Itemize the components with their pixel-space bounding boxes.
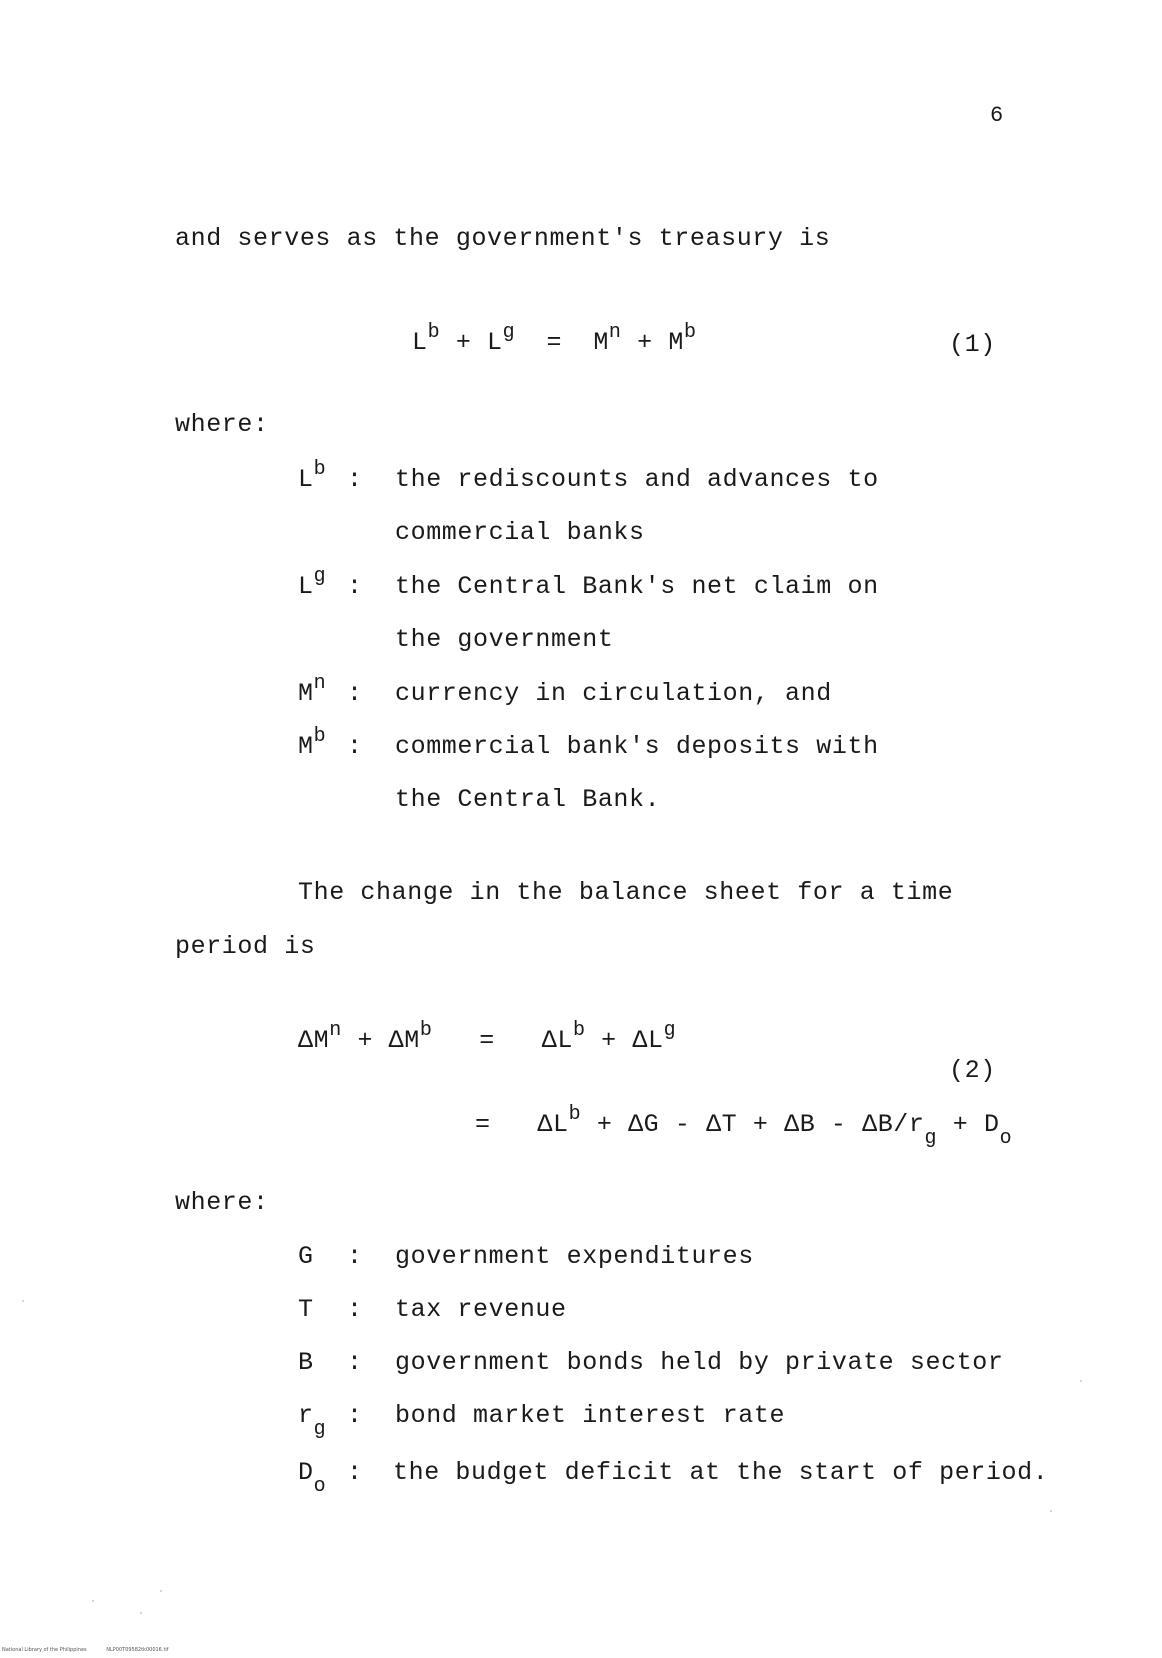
def-text-Mb-line1: commercial bank's deposits with (395, 732, 879, 761)
scan-speck (22, 1300, 24, 1302)
footer-file-name: NLP00T09582tk00016.tif (106, 1647, 169, 1653)
def-symbol-T: T (298, 1295, 314, 1324)
where-label-1: where: (175, 410, 269, 439)
equation-2-line-1: $\Delta M^n + \Delta M^b$ = $\Delta L^b + \Delta L^g$ (298, 1019, 677, 1055)
def-text-Mn-line1: currency in circulation, and (395, 679, 832, 708)
paragraph-line-2: period is (175, 932, 316, 961)
def-text-Lg-line1: the Central Bank's net claim on (395, 572, 879, 601)
equation-2-label: (2) (949, 1056, 996, 1085)
def-colon: : (347, 1401, 363, 1430)
def-symbol-G: G (298, 1242, 314, 1271)
def-colon: : (347, 1242, 363, 1271)
def-colon: : (347, 1295, 363, 1324)
page-number: 6 (990, 103, 1004, 128)
def-symbol-Mn: $M^n$ (298, 672, 327, 708)
equation-1-label: (1) (949, 330, 996, 359)
def-text-Lb-line2: commercial banks (395, 518, 645, 547)
equation-2-line-2: = $\Delta L^b + \Delta G - \Delta T + \Delta B - \Delta B/r_g + D_o$ (475, 1103, 1013, 1150)
paragraph-line-1: The change in the balance sheet for a time (298, 878, 954, 907)
def-colon: : (347, 1458, 363, 1487)
def-colon: : (347, 732, 363, 761)
intro-text: and serves as the government's treasury is (175, 224, 831, 253)
where-label-2: where: (175, 1188, 269, 1217)
def-text-Lb-line1: the rediscounts and advances to (395, 465, 879, 494)
def-text-T: tax revenue (395, 1295, 567, 1324)
scan-speck (140, 1612, 142, 1614)
scan-speck (1080, 1380, 1082, 1382)
def-symbol-Mb: $M^b$ (298, 725, 327, 761)
def-text-B: government bonds held by private sector (395, 1348, 1004, 1377)
def-symbol-B: B (298, 1348, 314, 1377)
def-text-rg: bond market interest rate (395, 1401, 786, 1430)
equation-1: $L^b + L^g = M^n + M^b$ (412, 321, 697, 357)
def-symbol-Lg: $L^g$ (298, 565, 327, 601)
def-text-Lg-line2: the government (395, 625, 614, 654)
def-text-Do: the budget deficit at the start of period. (393, 1458, 1049, 1487)
def-colon: : (347, 1348, 363, 1377)
scan-speck (1050, 1510, 1052, 1512)
scan-footer (2, 1647, 187, 1653)
def-symbol-Do: $D_o$ (298, 1458, 327, 1498)
def-symbol-rg: $r_g$ (298, 1401, 327, 1441)
def-colon: : (347, 679, 363, 708)
footer-library-name: National Library of the Philippines (2, 1647, 87, 1653)
def-symbol-Lb: $L^b$ (298, 458, 327, 494)
def-colon: : (347, 465, 363, 494)
def-text-Mb-line2: the Central Bank. (395, 785, 661, 814)
scan-speck (160, 1590, 162, 1592)
def-colon: : (347, 572, 363, 601)
def-text-G: government expenditures (395, 1242, 754, 1271)
scan-speck (92, 1600, 94, 1602)
